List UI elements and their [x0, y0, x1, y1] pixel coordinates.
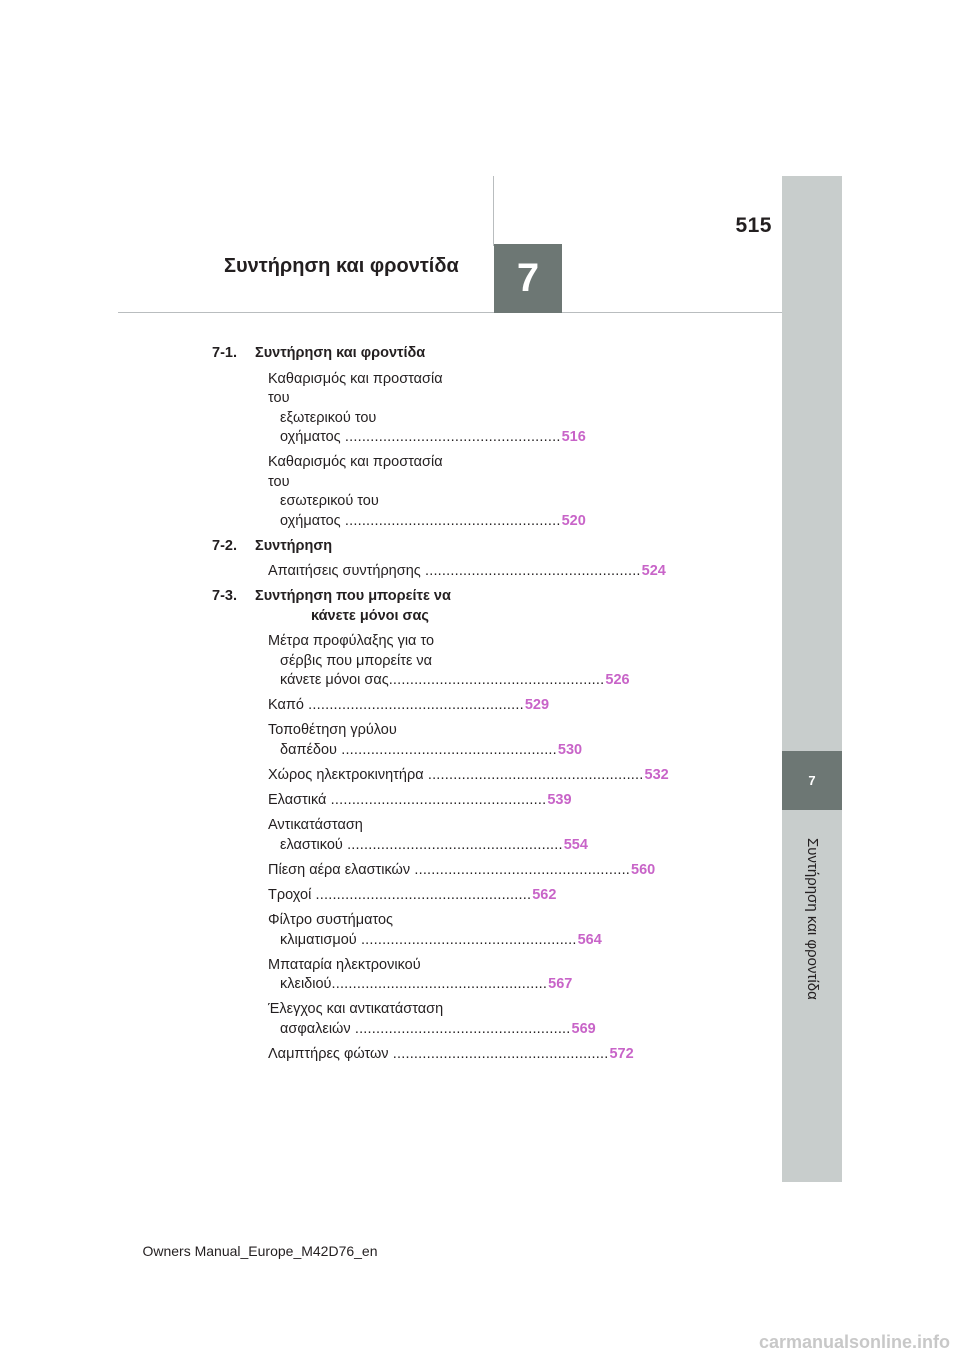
header-horizontal-rule — [118, 312, 782, 313]
page-link[interactable]: 524 — [641, 563, 666, 580]
entry-text: Λαμπτήρες φώτων — [268, 1045, 389, 1062]
entry-text: Ελαστικά — [268, 792, 327, 809]
page-link[interactable]: 569 — [571, 1020, 596, 1037]
side-tab-number[interactable]: 7 — [782, 751, 842, 810]
leader-dots: ................................................... — [356, 931, 577, 948]
entry-text: Χώρος ηλεκτροκινητήρα — [268, 767, 424, 784]
entry-text: Καθαρισμός και προστασία του — [268, 454, 443, 490]
leader-dots: ................................................... — [303, 697, 524, 714]
entry-text: Μέτρα προφύλαξης για το — [268, 633, 435, 650]
entry-text: Έλεγχος και αντικατάσταση — [268, 1001, 444, 1018]
section-number: 7-2. — [212, 537, 237, 554]
toc-entry[interactable] — [212, 911, 602, 950]
toc-entry[interactable] — [212, 562, 666, 582]
toc-section-7-1 — [212, 344, 468, 364]
leader-dots: ................................................... — [326, 792, 547, 809]
entry-text: κλιματισμού — [280, 931, 357, 948]
toc-entry[interactable] — [212, 1000, 596, 1039]
entry-text: Πίεση αέρα ελαστικών — [268, 861, 411, 878]
page-link[interactable]: 562 — [532, 886, 557, 903]
toc-entry[interactable] — [212, 766, 669, 786]
entry-text: Αντικατάσταση — [268, 817, 363, 834]
page-link[interactable]: 564 — [577, 931, 602, 948]
side-tab-label: Συντήρηση και φροντίδα — [804, 838, 821, 1000]
chapter-title: Συντήρηση και φροντίδα — [224, 255, 459, 277]
entry-text: σέρβις που μπορείτε να — [280, 652, 433, 669]
leader-dots: ................................................... — [420, 563, 641, 580]
leader-dots: ................................................... — [410, 861, 631, 878]
entry-text: Καθαρισμός και προστασία του — [268, 370, 443, 406]
toc-section-7-2 — [212, 537, 468, 557]
entry-text: Απαιτήσεις συντήρησης — [268, 563, 421, 580]
section-number: 7-3. — [212, 588, 237, 605]
entry-text: οχήματος — [280, 429, 341, 445]
toc-entry[interactable] — [212, 632, 630, 691]
toc-entry[interactable] — [212, 1045, 634, 1065]
page-link[interactable]: 567 — [548, 976, 573, 993]
chapter-number-box: 7 — [494, 244, 562, 313]
page-link[interactable]: 530 — [557, 741, 583, 758]
entry-text: Φίλτρο συστήματος — [268, 912, 394, 929]
side-tab — [782, 176, 842, 1182]
page-link[interactable]: 539 — [547, 792, 572, 809]
entry-text: κλειδιού — [280, 976, 332, 993]
leader-dots: ................................................... — [337, 741, 557, 758]
watermark: carmanualsonline.info — [758, 1332, 950, 1352]
entry-text: Τοποθέτηση γρύλου — [268, 722, 397, 739]
page-link[interactable]: 526 — [605, 672, 630, 689]
toc-entry[interactable] — [212, 370, 586, 448]
toc-entry[interactable] — [212, 861, 656, 881]
entry-text: κάνετε μόνοι σας — [280, 672, 389, 689]
section-title: Συντήρηση που μπορείτε να — [255, 588, 451, 605]
toc-entry[interactable] — [212, 816, 588, 855]
page-link[interactable]: 554 — [563, 836, 588, 853]
page-link[interactable]: 560 — [631, 861, 656, 878]
section-title-line2: κάνετε μόνοι σας — [311, 607, 429, 624]
page-link[interactable]: 532 — [644, 767, 669, 784]
toc-entry[interactable] — [212, 453, 586, 531]
entry-text: ασφαλειών — [280, 1020, 351, 1037]
toc-entry[interactable] — [212, 886, 557, 906]
page-link[interactable]: 520 — [561, 512, 586, 529]
toc-entry[interactable] — [212, 791, 572, 811]
entry-text: Τροχοί — [268, 886, 312, 903]
leader-dots: ................................................... — [340, 429, 561, 445]
page-link[interactable]: 529 — [524, 697, 550, 714]
toc-section-7-3 — [212, 587, 468, 626]
toc-entry[interactable] — [212, 721, 583, 760]
entry-text: δαπέδου — [280, 741, 337, 758]
toc-entry[interactable] — [212, 696, 550, 716]
section-title: Συντήρηση και φροντίδα — [255, 345, 426, 361]
leader-dots: ................................................... — [423, 767, 644, 784]
section-title: Συντήρηση — [255, 537, 333, 554]
entry-text: οχήματος — [280, 512, 341, 529]
leader-dots: ................................................... — [331, 976, 548, 993]
leader-dots: ................................................... — [342, 836, 563, 853]
footer-manual-id: Owners Manual_Europe_M42D76_en — [142, 1243, 378, 1259]
toc-entry[interactable] — [212, 956, 573, 995]
section-number: 7-1. — [212, 345, 237, 361]
leader-dots: ................................................... — [311, 886, 532, 903]
page-link[interactable]: 572 — [609, 1045, 634, 1062]
header-vertical-rule — [493, 176, 494, 246]
page-number: 515 — [735, 214, 772, 237]
entry-text: Μπαταρία ηλεκτρονικού — [268, 956, 421, 973]
leader-dots: ................................................... — [350, 1020, 571, 1037]
table-of-contents — [212, 344, 669, 1070]
page-link[interactable]: 516 — [561, 429, 586, 445]
leader-dots: ................................................... — [388, 1045, 609, 1062]
entry-text: εξωτερικού του — [280, 409, 377, 426]
entry-text: Καπό — [268, 697, 304, 714]
leader-dots: ................................................... — [388, 672, 605, 689]
entry-text: εσωτερικού του — [280, 493, 379, 510]
entry-text: ελαστικού — [280, 836, 343, 853]
leader-dots: ................................................... — [340, 512, 561, 529]
